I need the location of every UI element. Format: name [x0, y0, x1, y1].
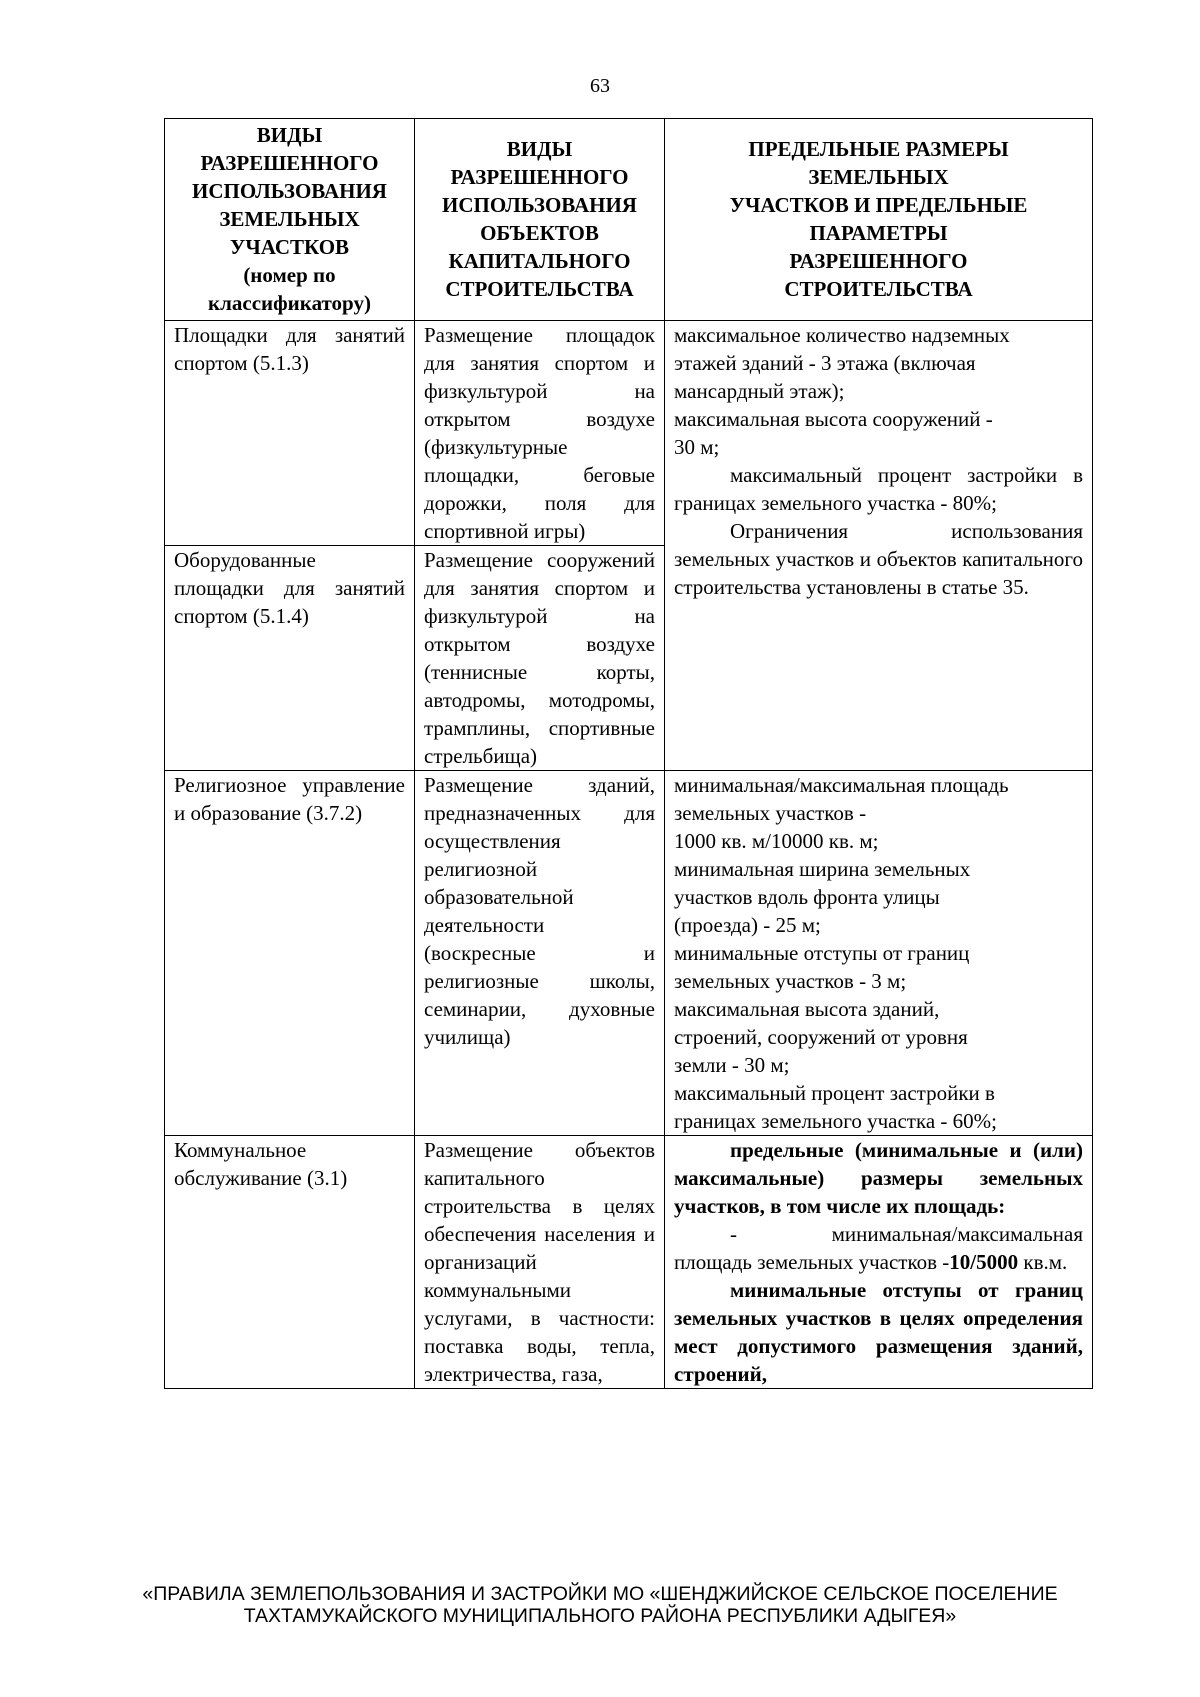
regulations-table: [164, 118, 1093, 1389]
param-line: участков вдоль фронта улицы: [674, 885, 940, 909]
param-line: максимальная высота сооружений -: [674, 407, 993, 431]
params-cell-communal: [665, 1136, 1093, 1389]
param-line: земли - 30 м;: [674, 1053, 790, 1077]
use-type-cell: Площадки для занятий спортом (5.1.3): [165, 321, 415, 546]
objects-cell: Размещение зданий, предназначенных для осуществления религиозной образовательной деятельности (воскресные и религиозные школы, семинарии, духовные училища): [415, 771, 665, 1136]
param-line: мансардный этаж);: [674, 379, 845, 403]
param-line: минимальная ширина земельных: [674, 857, 971, 881]
page-number: 63: [590, 75, 610, 97]
param-line: земельных участков - 3 м;: [674, 969, 907, 993]
use-type-cell: Оборудованные площадки для занятий спортом (5.1.4): [165, 546, 415, 771]
param-line: этажей зданий - 3 этажа (включая: [674, 351, 976, 375]
param-area: [674, 1220, 1083, 1276]
param-area-text: минимальная/максимальная площадь земельных участков -: [674, 1222, 1083, 1274]
header-line: СТРОИТЕЛЬСТВА: [445, 277, 634, 301]
param-line: максимальное количество надземных: [674, 323, 1010, 347]
objects-cell: Размещение сооружений для занятия спортом и физкультурой на открытом воздухе (теннисные корты, автодромы, мотодромы, трамплины, спортивные стрельбища): [415, 546, 665, 771]
header-line: ИСПОЛЬЗОВАНИЯ: [192, 179, 387, 203]
footer-line: ТАХТАМУКАЙСКОГО МУНИЦИПАЛЬНОГО РАЙОНА РЕСПУБЛИКИ АДЫГЕЯ»: [243, 1605, 957, 1627]
param-size-limits: предельные (минимальные и (или) максимальные) размеры земельных участков, в том числе их площадь:: [674, 1138, 1083, 1218]
header-capital-objects-types: [415, 119, 665, 321]
header-line: РАЗРЕШЕННОГО: [450, 165, 629, 189]
header-line: РАЗРЕШЕННОГО: [789, 249, 968, 273]
footer-line: «ПРАВИЛА ЗЕМЛЕПОЛЬЗОВАНИЯ И ЗАСТРОЙКИ МО «ШЕНДЖИЙСКОЕ СЕЛЬСКОЕ ПОСЕЛЕНИЕ: [142, 1583, 1058, 1605]
header-line: ПАРАМЕТРЫ: [809, 221, 948, 245]
param-line: (проезда) - 25 м;: [674, 913, 821, 937]
header-line: (номер по: [243, 263, 336, 287]
param-line: строений, сооружений от уровня: [674, 1025, 968, 1049]
objects-cell: Размещение объектов капитального строительства в целях обеспечения населения и организаций коммунальными услугами, в частности: поставка воды, тепла, электричества, газа,: [415, 1136, 665, 1389]
param-area-value: 10/5000: [949, 1250, 1019, 1274]
table-header-row: [165, 119, 1093, 321]
header-line: ВИДЫ: [506, 137, 573, 161]
header-line: ИСПОЛЬЗОВАНИЯ: [442, 193, 637, 217]
header-line: классификатору): [208, 291, 371, 315]
param-line: 1000 кв. м/10000 кв. м;: [674, 829, 879, 853]
header-land-use-types: [165, 119, 415, 321]
header-line: ЗЕМЕЛЬНЫХ: [219, 207, 360, 231]
header-limit-parameters: [665, 119, 1093, 321]
header-line: ОБЪЕКТОВ: [480, 221, 599, 245]
use-type-cell: Коммунальное обслуживание (3.1): [165, 1136, 415, 1389]
param-line: минимальные отступы от границ: [674, 941, 970, 965]
param-percent: максимальный процент застройки в границах земельного участка - 80%;: [674, 463, 1083, 515]
document-footer: [0, 1583, 1200, 1627]
table-row: [165, 771, 1093, 1136]
param-line: максимальный процент застройки в: [674, 1081, 995, 1105]
header-line: РАЗРЕШЕННОГО: [200, 151, 379, 175]
table-row: [165, 321, 1093, 546]
param-line: границах земельного участка - 60%;: [674, 1109, 997, 1133]
header-line: СТРОИТЕЛЬСТВА: [784, 277, 973, 301]
header-line: ЗЕМЕЛЬНЫХ: [808, 165, 949, 189]
header-line: КАПИТАЛЬНОГО: [448, 249, 631, 273]
param-area-unit: кв.м.: [1023, 1250, 1068, 1274]
params-cell-religious: [665, 771, 1093, 1136]
param-restrictions: Ограничения использования земельных участков и объектов капитального строительства установлены в статье 35.: [674, 519, 1083, 599]
use-type-cell: Религиозное управление и образование (3.7.2): [165, 771, 415, 1136]
param-line: земельных участков -: [674, 801, 867, 825]
header-line: УЧАСТКОВ: [229, 235, 350, 259]
param-line: максимальная высота зданий,: [674, 997, 940, 1021]
objects-cell: Размещение площадок для занятия спортом и физкультурой на открытом воздухе (физкультурные площадки, беговые дорожки, поля для спортивной игры): [415, 321, 665, 546]
table-row: [165, 1136, 1093, 1389]
header-line: ВИДЫ: [256, 123, 323, 147]
param-line: минимальная/максимальная площадь: [674, 773, 1009, 797]
header-line: УЧАСТКОВ И ПРЕДЕЛЬНЫЕ: [729, 193, 1028, 217]
param-line: 30 м;: [674, 435, 720, 459]
params-cell-sports: [665, 321, 1093, 771]
dash: -: [730, 1222, 737, 1246]
param-setbacks: минимальные отступы от границ земельных участков в целях определения мест допустимого размещения зданий, строений,: [674, 1278, 1083, 1386]
header-line: ПРЕДЕЛЬНЫЕ РАЗМЕРЫ: [748, 137, 1009, 161]
